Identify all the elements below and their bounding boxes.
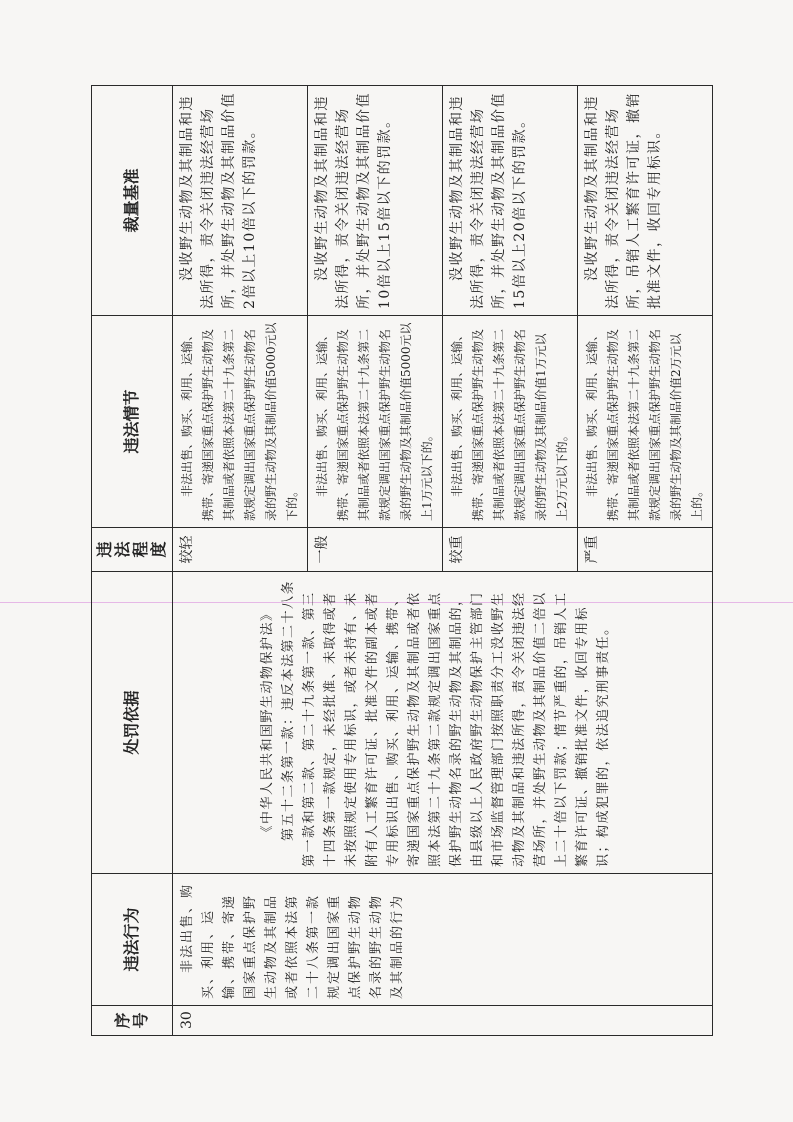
standard-cell: 没收野生动物及其制品和违法所得，责令关闭违法经营场所，并处野生动物及其制品价值2倍以上10倍以下的罚款。 xyxy=(173,86,308,316)
legal-basis xyxy=(173,572,713,874)
degree-cell: 较轻 xyxy=(173,528,308,572)
header-standard: 裁量基准 xyxy=(92,86,173,316)
situation-cell: 非法出售、购买、利用、运输、携带、寄递国家重点保护野生动物及其制品或者依照本法第二十九条第二款规定调出国家重点保护野生动物名录的野生动物及其制品价值1万元以上2万元以下的。 xyxy=(443,316,578,528)
degree-cell: 较重 xyxy=(443,528,578,572)
situation-cell: 非法出售、购买、利用、运输、携带、寄递国家重点保护野生动物及其制品或者依照本法第二十九条第二款规定调出国家重点保护野生动物名录的野生动物及其制品价值2万元以上的。 xyxy=(578,316,713,528)
situation-cell: 非法出售、购买、利用、运输、携带、寄递国家重点保护野生动物及其制品或者依照本法第二十九条第二款规定调出国家重点保护野生动物名录的野生动物及其制品价值5000元以下的。 xyxy=(173,316,308,528)
table-row xyxy=(173,86,308,1036)
header-act: 违法行为 xyxy=(92,874,173,1006)
rotated-table-container xyxy=(91,86,704,1036)
row-number: 30 xyxy=(173,1006,713,1036)
standard-cell: 没收野生动物及其制品和违法所得，责令关闭违法经营场所，并处野生动物及其制品价值10倍以上15倍以下的罚款。 xyxy=(308,86,443,316)
header-no: 序号 xyxy=(92,1006,173,1036)
situation-cell: 非法出售、购买、利用、运输、携带、寄递国家重点保护野生动物及其制品或者依照本法第二十九条第二款规定调出国家重点保护野生动物名录的野生动物及其制品价值5000元以上1万元以下的。 xyxy=(308,316,443,528)
degree-cell: 一般 xyxy=(308,528,443,572)
standard-cell: 没收野生动物及其制品和违法所得，责令关闭违法经营场所，吊销人工繁育许可证，撤销批准文件，收回专用标识。 xyxy=(578,86,713,316)
table-header-row xyxy=(92,86,173,1036)
legal-basis-text: 第五十二条第一款：违反本法第二十八条第一款和第二款、第二十九条第一款、第三十四条第一款规定，未经批准、未取得或者未按照规定使用专用标识，或者未持有、未附有人工繁育许可证、批准文件的副本或者专用标识出售、购买、利用、运输、携带、寄递国家重点保护野生动物及其制品或者依照本法第二十九条第二款规定调出国家重点保护野生动物名录的野生动物及其制品的，由县级以上人民政府野生动物保护主管部门和市场监督管理部门按照职责分工没收野生动物及其制品和违法所得，责令关闭违法经营场所，并处野生动物及其制品价值二倍以上二十倍以下罚款；情节严重的，吊销人工繁育许可证、撤销批准文件，收回专用标识；构成犯罪的，依法追究刑事责任。 xyxy=(281,579,611,867)
header-law: 处罚依据 xyxy=(92,572,173,874)
header-degree: 违法程度 xyxy=(92,528,173,572)
degree-cell: 严重 xyxy=(578,528,713,572)
legal-basis-title: 《中华人民共和国野生动物保护法》 xyxy=(260,606,275,839)
violation-act: 非法出售、购买、利用、运输、携带、寄递国家重点保护野生动物及其制品或者依照本法第二十八条第一款规定调出国家重点保护野生动物名录的野生动物及其制品的行为 xyxy=(173,874,713,1006)
header-situation: 违法情节 xyxy=(92,316,173,528)
standard-cell: 没收野生动物及其制品和违法所得，责令关闭违法经营场所，并处野生动物及其制品价值15倍以上20倍以下的罚款。 xyxy=(443,86,578,316)
penalty-standard-table xyxy=(91,85,713,1036)
